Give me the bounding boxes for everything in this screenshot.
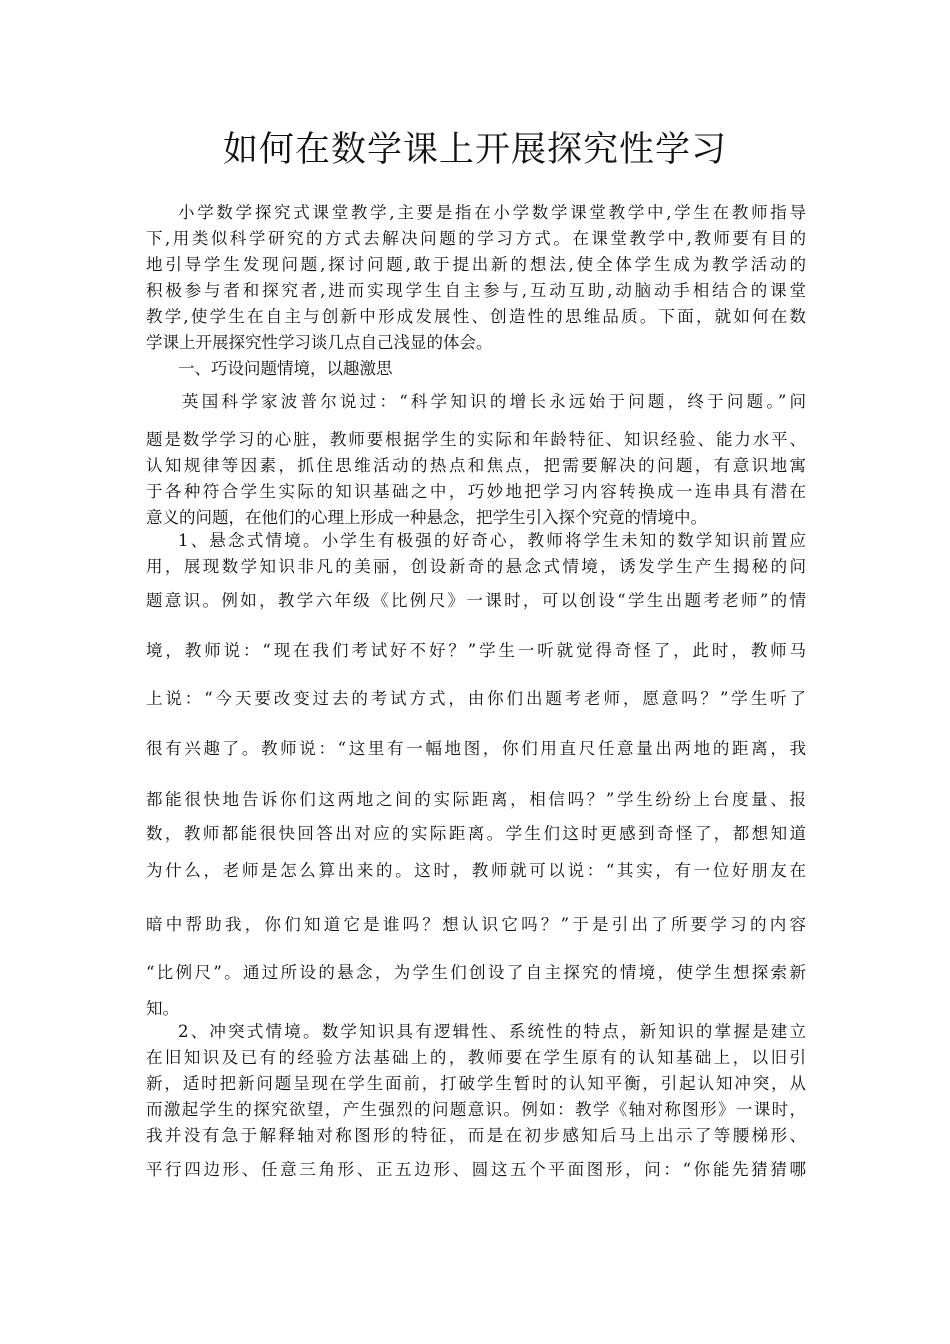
paragraph-line: 1、悬念式情境。小学生有极强的好奇心，教师将学生未知的数学知识前置应	[178, 531, 806, 550]
paragraph-line: 新，适时把新问题呈现在学生面前，打破学生暂时的认知平衡，引起认知冲突，从	[146, 1074, 806, 1093]
paragraph-line: 为什么，老师是怎么算出来的。这时，教师就可以说：“其实，有一位好朋友在	[146, 861, 806, 880]
paragraph-line: 暗中帮助我，你们知道它是谁吗？想认识它吗？”于是引出了所要学习的内容	[146, 915, 806, 934]
paragraph-line: 学课上开展探究性学习谈几点自己浅显的体会。	[146, 333, 493, 352]
paragraph-line: 小学数学探究式课堂教学,主要是指在小学数学课堂教学中,学生在教师指导	[178, 203, 806, 222]
paragraph-line: 意义的问题，在他们的心理上形成一种悬念，把学生引入探个究竟的情境中。	[146, 508, 707, 527]
paragraph-line: 地引导学生发现问题,探讨问题,敢于提出新的想法,使全体学生成为教学活动的	[146, 255, 806, 274]
paragraph-line: 题是数学学习的心脏，教师要根据学生的实际和年龄特征、知识经验、能力水平、	[146, 430, 806, 449]
paragraph-line: 很有兴趣了。教师说：“这里有一幅地图，你们用直尺任意量出两地的距离，我	[146, 739, 806, 758]
paragraph-line: 英国科学家波普尔说过：“科学知识的增长永远始于问题，终于问题。”问	[182, 392, 806, 411]
paragraph-line: 积极参与者和探究者,进而实现学生自主参与,互动互助,动脑动手相结合的课堂	[146, 281, 806, 300]
paragraph-line: 我并没有急于解释轴对称图形的特征，而是在初步感知后马上出示了等腰梯形、	[146, 1126, 806, 1145]
paragraph-line: 教学,使学生在自主与创新中形成发展性、创造性的思维品质。下面，就如何在数	[146, 307, 806, 326]
section-heading: 一、巧设问题情境，以趣激思	[178, 359, 393, 378]
paragraph-line: 2、冲突式情境。数学知识具有逻辑性、系统性的特点，新知识的掌握是建立	[178, 1022, 806, 1041]
paragraph-line: 平行四边形、任意三角形、正五边形、圆这五个平面图形，问：“你能先猜猜哪	[146, 1160, 806, 1179]
paragraph-line: 题意识。例如，教学六年级《比例尺》一课时，可以创设“学生出题考老师”的情	[146, 591, 806, 610]
paragraph-line: 下,用类似科学研究的方式去解决问题的学习方式。在课堂教学中,教师要有目的	[146, 229, 806, 248]
paragraph-line: “比例尺”。通过所设的悬念，为学生们创设了自主探究的情境，使学生想探索新	[146, 963, 806, 982]
document-title: 如何在数学课上开展探究性学习	[222, 130, 727, 170]
paragraph-line: 境，教师说：“现在我们考试好不好？”学生一听就觉得奇怪了，此时，教师马	[146, 641, 806, 660]
paragraph-line: 用，展现数学知识非凡的美丽，创设新奇的悬念式情境，诱发学生产生揭秘的问	[146, 557, 806, 576]
paragraph-line: 知。	[146, 999, 179, 1018]
paragraph-line: 而激起学生的探究欲望，产生强烈的问题意识。例如：教学《轴对称图形》一课时，	[146, 1100, 806, 1119]
paragraph-line: 于各种符合学生实际的知识基础之中，巧妙地把学习内容转换成一连串具有潜在	[146, 482, 806, 501]
paragraph-line: 数，教师都能很快回答出对应的实际距离。学生们这时更感到奇怪了，都想知道	[146, 824, 806, 843]
paragraph-line: 在旧知识及已有的经验方法基础上的，教师要在学生原有的认知基础上，以旧引	[146, 1048, 806, 1067]
paragraph-line: 都能很快地告诉你们这两地之间的实际距离，相信吗？”学生纷纷上台度量、报	[146, 790, 806, 809]
paragraph-line: 上说：“今天要改变过去的考试方式，由你们出题考老师，愿意吗？”学生听了	[146, 689, 806, 708]
paragraph-line: 认知规律等因素，抓住思维活动的热点和焦点，把需要解决的问题，有意识地寓	[146, 456, 806, 475]
